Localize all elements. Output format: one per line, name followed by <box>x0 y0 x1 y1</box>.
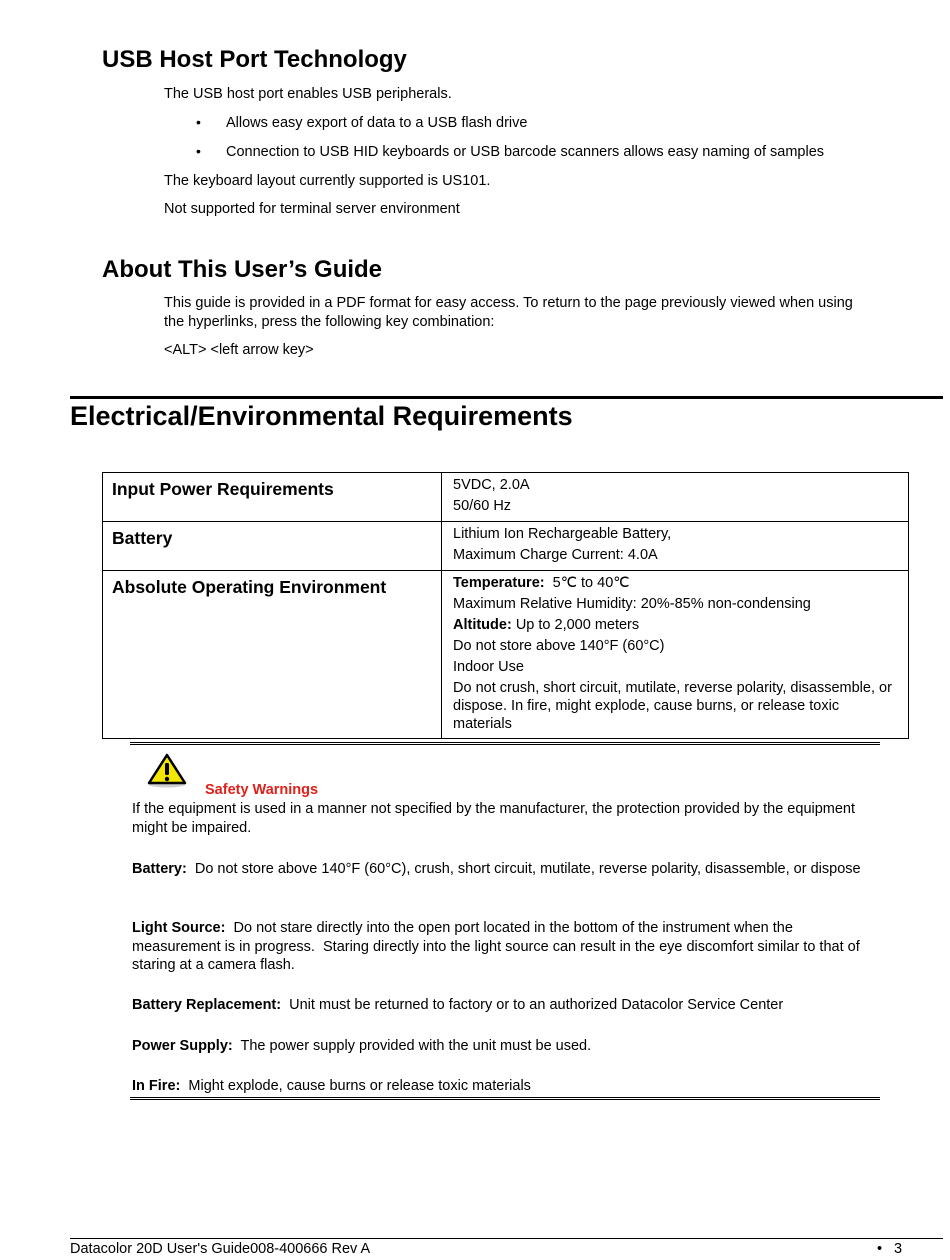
safety-bottom-rule <box>130 1097 880 1100</box>
safety-item-text: Might explode, cause burns or release toxic materials <box>180 1078 531 1094</box>
altitude-value: Up to 2,000 meters <box>511 617 640 633</box>
row-label: Absolute Operating Environment <box>103 571 442 739</box>
electrical-heading: Electrical/Environmental Requirements <box>70 401 573 431</box>
safety-item-label: Light Source: <box>132 920 226 936</box>
row-label: Input Power Requirements <box>103 473 442 522</box>
safety-item-label: Battery: <box>132 861 187 877</box>
guide-keys: <ALT> <left arrow key> <box>164 342 314 358</box>
safety-item-label: Battery Replacement: <box>132 997 282 1013</box>
safety-item-in-fire <box>132 1077 872 1096</box>
usb-intro: The USB host port enables USB peripherals. <box>164 86 452 102</box>
value-line: Lithium Ion Rechargeable Battery, <box>453 526 672 542</box>
value-line: Maximum Charge Current: 4.0A <box>453 547 658 563</box>
table-row <box>103 473 909 522</box>
safety-item-power-supply <box>132 1037 872 1056</box>
usb-layout-note: The keyboard layout currently supported is US101. <box>164 173 491 189</box>
table-row <box>103 522 909 571</box>
altitude-label: Altitude: <box>453 617 512 633</box>
indoor-line: Indoor Use <box>453 659 524 675</box>
safety-item-text: Do not stare directly into the open port located in the bottom of the instrument when the measurement is in progress. Staring directly into the light source can result in the eye discomfort similar to that of staring at a camera flash. <box>132 920 864 973</box>
altitude-line <box>453 616 897 635</box>
requirements-table <box>102 472 909 739</box>
storage-line: Do not store above 140°F (60°C) <box>453 638 665 654</box>
value-line: 5VDC, 2.0A <box>453 477 530 493</box>
footer-bullet: • <box>877 1241 883 1257</box>
row-value <box>442 522 909 571</box>
safety-item-text: Unit must be returned to factory or to an authorized Datacolor Service Center <box>281 997 784 1013</box>
guide-line-1: This guide is provided in a PDF format for easy access. To return to the page previously viewed when using <box>164 295 853 311</box>
safety-top-rule <box>130 742 880 745</box>
footer-doc-title: Datacolor 20D User's Guide008-400666 Rev A <box>70 1241 371 1257</box>
bullet-marker: • <box>196 114 201 130</box>
table-row <box>103 571 909 739</box>
warning-icon <box>146 752 188 788</box>
temperature-label: Temperature: <box>453 575 545 591</box>
guide-heading: About This User’s Guide <box>102 256 383 283</box>
safety-item-text: Do not store above 140°F (60°C), crush, short circuit, mutilate, reverse polarity, disassemble, or dispose <box>186 861 861 877</box>
humidity-line: Maximum Relative Humidity: 20%-85% non-condensing <box>453 596 811 612</box>
usb-terminal-note: Not supported for terminal server environment <box>164 201 460 217</box>
safety-item-label: Power Supply: <box>132 1038 233 1054</box>
safety-item-battery-replacement <box>132 996 872 1015</box>
usb-bullet-2: Connection to USB HID keyboards or USB barcode scanners allows easy naming of samples <box>226 144 825 160</box>
crush-line: Do not crush, short circuit, mutilate, reverse polarity, disassemble, or dispose. In fire, might explode, cause burns, or release toxic materials <box>453 680 892 732</box>
value-line: 50/60 Hz <box>453 498 512 514</box>
page-number: 3 <box>894 1241 903 1257</box>
safety-title: Safety Warnings <box>205 782 319 798</box>
row-value <box>442 571 909 739</box>
section-rule <box>70 396 943 399</box>
temperature-line <box>453 574 897 593</box>
guide-line-2: the hyperlinks, press the following key combination: <box>164 314 495 330</box>
footer-rule <box>70 1238 943 1239</box>
safety-item-battery <box>132 860 872 879</box>
usb-bullet-1: Allows easy export of data to a USB flash drive <box>226 115 528 131</box>
safety-item-light-source <box>132 919 872 975</box>
safety-item-label: In Fire: <box>132 1078 181 1094</box>
usb-heading: USB Host Port Technology <box>102 46 407 73</box>
row-label: Battery <box>103 522 442 571</box>
temperature-value: 5℃ to 40℃ <box>544 575 630 591</box>
safety-item-text: The power supply provided with the unit must be used. <box>232 1038 592 1054</box>
safety-intro: If the equipment is used in a manner not specified by the manufacturer, the protection provided by the equipment might be impaired. <box>132 801 856 836</box>
bullet-marker: • <box>196 143 201 159</box>
row-value <box>442 473 909 522</box>
